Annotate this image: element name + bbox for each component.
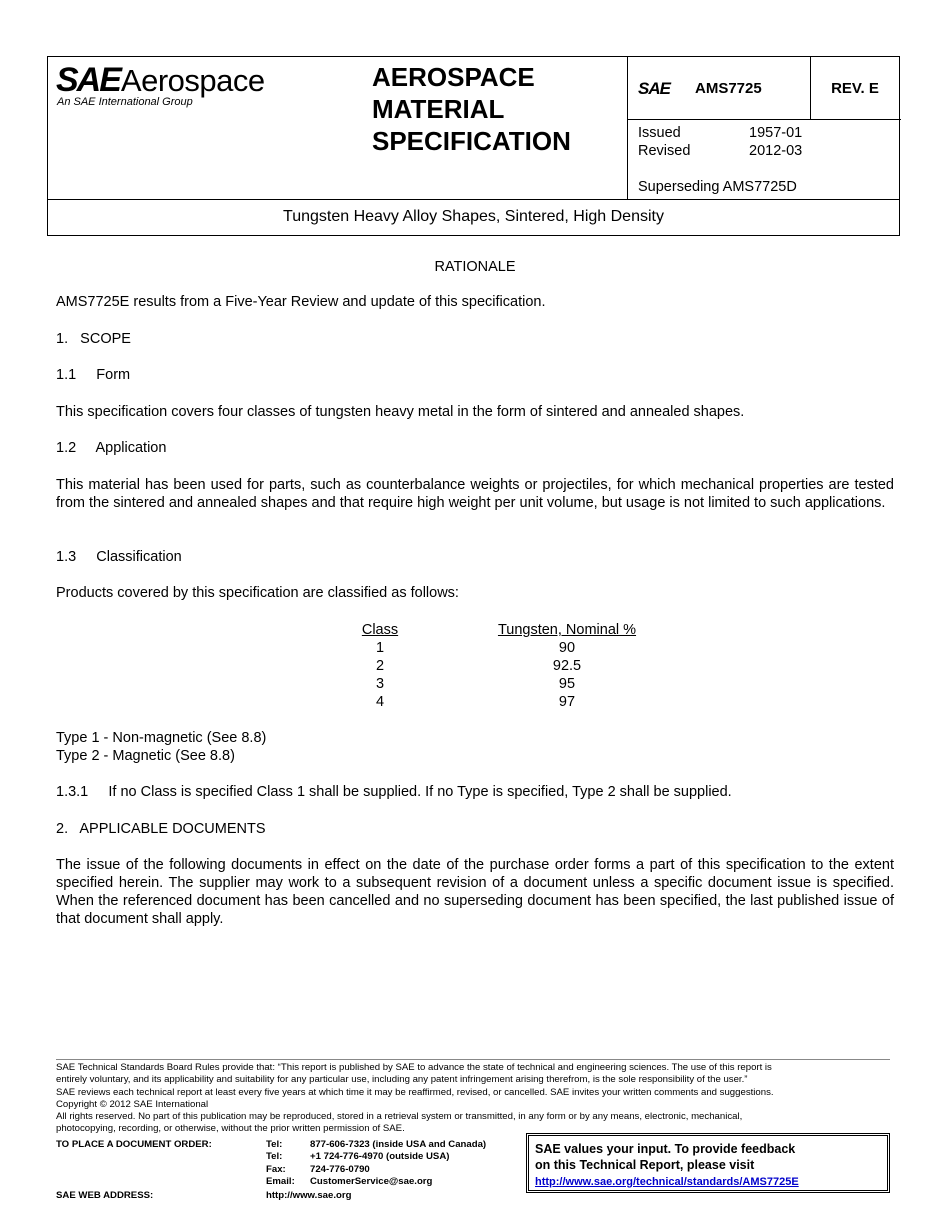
rationale-text: AMS7725E results from a Five-Year Review and update of this specification. xyxy=(56,294,546,310)
table-row xyxy=(340,693,662,711)
document-title: Tungsten Heavy Alloy Shapes, Sintered, High Density xyxy=(283,208,664,225)
table-row xyxy=(340,639,662,657)
footer-line: entirely voluntary, and its applicability and suitability for any particular use, including any patent infringement arising therefrom, is the sole responsibility of the user.” xyxy=(56,1074,748,1086)
issued-label: Issued xyxy=(638,125,681,141)
spec-type-title xyxy=(372,61,622,157)
tungsten-cell: 97 xyxy=(558,694,576,710)
order-contact-info xyxy=(56,1139,486,1188)
feedback-link[interactable]: http://www.sae.org/technical/standards/AMS7725E xyxy=(535,1176,799,1188)
logo-sae-text: SAE xyxy=(56,61,120,99)
column-header-class: Class xyxy=(361,622,399,638)
header-top-row xyxy=(48,57,899,199)
footer-line: All rights reserved. No part of this publication may be reproduced, stored in a retrieval system or transmitted, in any form or by any means, electronic, mechanical, xyxy=(56,1111,743,1123)
header-title-row xyxy=(48,199,899,237)
table-row xyxy=(340,675,662,693)
revised-value: 2012-03 xyxy=(749,143,803,159)
section-1-heading: 1. SCOPE xyxy=(56,331,131,347)
footer-line: SAE reviews each technical report at least every five years at which time it may be reaffirmed, revised, or cancelled. SAE invites your written comments and suggestions. xyxy=(56,1086,774,1098)
email-value: CustomerService@sae.org xyxy=(310,1175,433,1187)
email-label: Email: xyxy=(266,1175,295,1187)
tungsten-cell: 90 xyxy=(558,640,576,656)
web-address xyxy=(56,1190,351,1201)
revised-label: Revised xyxy=(638,143,691,159)
column-header-tungsten: Tungsten, Nominal % xyxy=(497,622,637,638)
header-divider-1 xyxy=(627,57,628,199)
section-1-3-heading: 1.3 Classification xyxy=(56,549,182,565)
feedback-box xyxy=(526,1133,890,1193)
footer-rule xyxy=(56,1059,890,1060)
tel1-value: 877-606-7323 (inside USA and Canada) xyxy=(310,1139,487,1150)
section-2-text: The issue of the following documents in effect on the date of the purchase order forms a part of this specification to the extent specified herein. The supplier may work to a subsequent revision of a document unless a specific document issue is specified. When the referenced document has been cancelled and no superseding document has been specified, the last published issue of that document shall apply. xyxy=(56,857,894,927)
tel1-label: Tel: xyxy=(266,1139,283,1150)
fax-label: Fax: xyxy=(266,1163,286,1175)
section-1-3-1-text: 1.3.1 If no Class is specified Class 1 shall be supplied. If no Type is specified, Type 2 shall be supplied. xyxy=(56,784,732,800)
revision-label: REV. E xyxy=(831,79,879,97)
table-header-row xyxy=(340,621,662,639)
section-1-1-text: This specification covers four classes of tungsten heavy metal in the form of sintered and annealed shapes. xyxy=(56,404,745,420)
tel2-value: +1 724-776-4970 (outside USA) xyxy=(310,1151,450,1163)
type-1-line: Type 1 - Non-magnetic (See 8.8) xyxy=(56,730,267,746)
title-line-3: SPECIFICATION xyxy=(372,126,571,156)
fax-value: 724-776-0790 xyxy=(310,1163,370,1175)
class-cell: 1 xyxy=(375,640,385,656)
classification-table xyxy=(340,621,662,711)
tel2-label: Tel: xyxy=(266,1151,283,1163)
rationale-heading: RATIONALE xyxy=(434,259,516,275)
section-2-heading: 2. APPLICABLE DOCUMENTS xyxy=(56,821,266,837)
section-1-2-heading: 1.2 Application xyxy=(56,440,167,456)
web-value: http://www.sae.org xyxy=(266,1190,352,1201)
document-number: AMS7725 xyxy=(695,80,762,97)
class-cell: 4 xyxy=(375,694,385,710)
footer-line: Copyright © 2012 SAE International xyxy=(56,1098,209,1110)
sae-mini-logo: SAE xyxy=(638,79,670,98)
class-cell: 3 xyxy=(375,676,385,692)
footer-line: photocopying, recording, or otherwise, without the prior written permission of SAE. xyxy=(56,1123,405,1135)
class-cell: 2 xyxy=(375,658,385,674)
title-line-2: MATERIAL xyxy=(372,94,505,124)
sae-aerospace-logo xyxy=(56,61,265,108)
title-line-1: AEROSPACE xyxy=(372,62,535,92)
tungsten-cell: 92.5 xyxy=(552,658,582,674)
footer-legal-text xyxy=(56,1062,890,1136)
type-2-line: Type 2 - Magnetic (See 8.8) xyxy=(56,748,235,764)
feedback-line-2: on this Technical Report, please visit xyxy=(535,1158,755,1172)
issued-value: 1957-01 xyxy=(749,125,803,141)
order-label: TO PLACE A DOCUMENT ORDER: xyxy=(56,1139,212,1150)
document-header xyxy=(47,56,900,236)
footer-line: SAE Technical Standards Board Rules provide that: “This report is published by SAE to advance the state of technical and engineering sciences. The use of this report is xyxy=(56,1062,772,1073)
logo-subtitle: An SAE International Group xyxy=(57,96,193,108)
superseding-note: Superseding AMS7725D xyxy=(638,179,797,195)
issue-dates xyxy=(638,124,802,160)
section-1-2-text: This material has been used for parts, such as counterbalance weights or projectiles, for which mechanical properties are tested from the sintered and annealed shapes and that require high weight per unit volume, but usage is not limited to such applications. xyxy=(56,477,894,511)
feedback-line-1: SAE values your input. To provide feedback xyxy=(535,1142,796,1156)
section-1-3-text: Products covered by this specification are classified as follows: xyxy=(56,585,459,601)
tungsten-cell: 95 xyxy=(558,676,576,692)
table-row xyxy=(340,657,662,675)
header-divider-3 xyxy=(627,119,901,120)
section-1-1-heading: 1.1 Form xyxy=(56,367,131,383)
web-label: SAE WEB ADDRESS: xyxy=(56,1190,154,1201)
logo-aerospace-text: Aerospace xyxy=(120,63,265,98)
